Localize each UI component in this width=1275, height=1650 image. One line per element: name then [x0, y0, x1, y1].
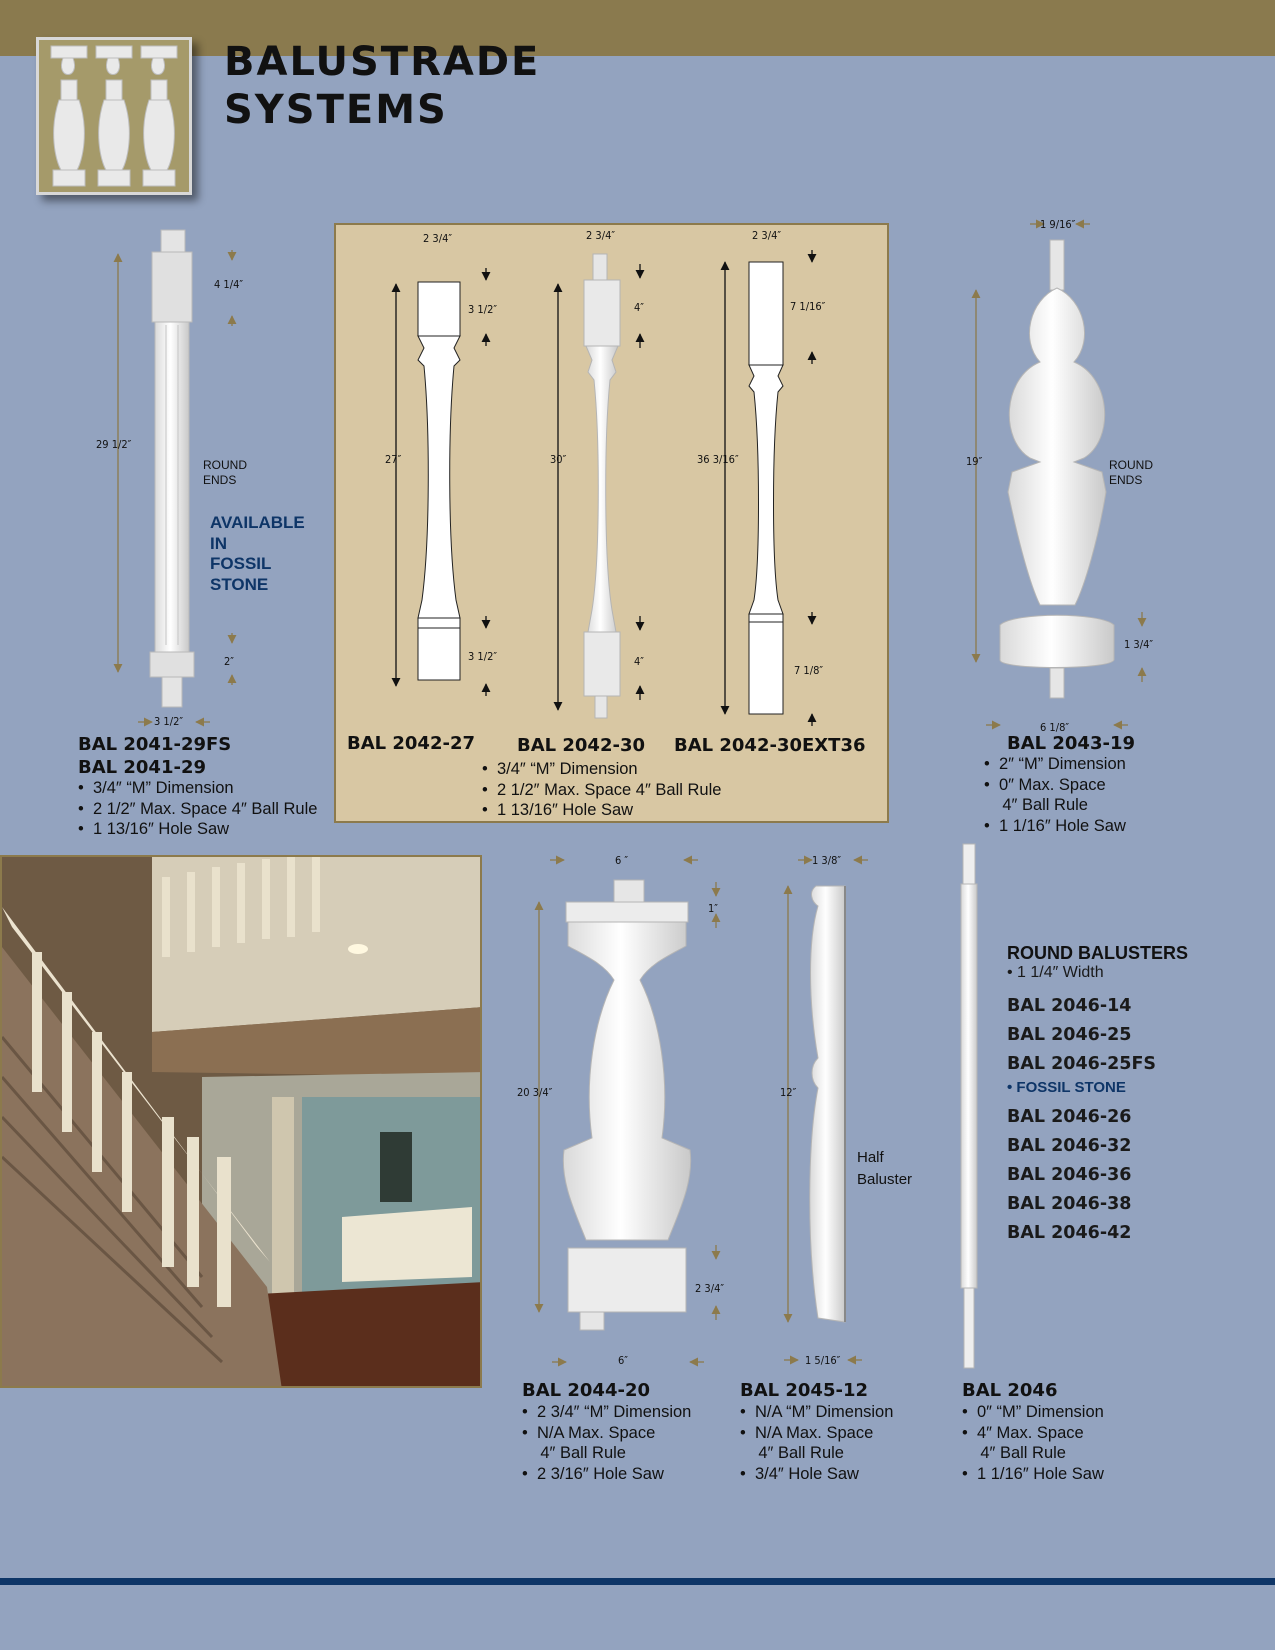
fossil-stone-note: • FOSSIL STONE — [1007, 1079, 1126, 1096]
bal-2042-30-width-dim: 2 3/4″ — [586, 229, 616, 242]
bal-2042-30-height-dim: 30″ — [550, 453, 567, 466]
bal-2043-top-dim: 1 9/16″ — [1040, 218, 1076, 231]
half-label-line-2: Baluster — [857, 1171, 913, 1188]
round-baluster-model: BAL 2046-14 — [1007, 996, 1132, 1016]
bal-2042-27-bottom-dim: 3 1/2″ — [468, 650, 498, 663]
spec-item: • 0″ “M” Dimension — [962, 1402, 1104, 1423]
bal-2043-bottom-dim: 1 3/4″ — [1124, 638, 1154, 651]
bal-2042-ext-width-dim: 2 3/4″ — [752, 229, 782, 242]
available-line-2: IN — [210, 533, 227, 553]
round-baluster-model: BAL 2046-42 — [1007, 1223, 1132, 1243]
spec-item: • 3/4″ Hole Saw — [740, 1464, 893, 1485]
bal-2042-ext-top-dim: 7 1/16″ — [790, 300, 826, 313]
available-line-1: AVAILABLE — [210, 513, 305, 532]
spec-item: • 2 1/2″ Max. Space 4″ Ball Rule — [482, 780, 721, 801]
spec-item: • 0″ Max. Space — [984, 775, 1126, 796]
bal-2042-ext-height-dim: 36 3/16″ — [697, 453, 739, 466]
available-fossil-stone-note — [210, 513, 305, 595]
bal-2041-round-ends — [203, 458, 247, 488]
bal-2045-top-width-dim: 1 3/8″ — [812, 854, 842, 867]
bal-2042-30-bottom-dim: 4″ — [634, 655, 644, 668]
bal-2042-30-drawing — [584, 254, 620, 718]
bal-2043-height-dim: 19″ — [966, 455, 983, 468]
bal-2041-29-model: BAL 2041-29 — [78, 757, 207, 778]
bal-2042-27-drawing — [418, 282, 460, 680]
bal-2042-specs — [482, 759, 721, 821]
title-line-1: BALUSTRADE — [224, 39, 541, 85]
bal-2044-bottom-dim: 2 3/4″ — [695, 1282, 725, 1295]
spec-item: • 2 3/16″ Hole Saw — [522, 1464, 691, 1485]
spec-item: • N/A Max. Space — [740, 1423, 893, 1444]
bal-2046-model: BAL 2046 — [962, 1380, 1058, 1401]
bal-2045-drawing — [810, 886, 845, 1322]
spec-item-continued: 4″ Ball Rule — [758, 1444, 844, 1462]
bal-2045-bottom-width-dim: 1 5/16″ — [805, 1354, 841, 1367]
bal-2042-27-height-dim: 27″ — [385, 453, 402, 466]
bal-2044-specs — [522, 1402, 691, 1484]
spec-item: • 1 13/16″ Hole Saw — [482, 800, 721, 821]
staircase-photo-graphic — [2, 857, 482, 1388]
bal-2041-bottom-dim: 2″ — [224, 655, 234, 668]
bal-2044-20-model: BAL 2044-20 — [522, 1380, 651, 1401]
bal-2041-height-dim: 29 1/2″ — [96, 438, 132, 451]
round-baluster-model: BAL 2046-38 — [1007, 1194, 1132, 1214]
title-line-2: SYSTEMS — [224, 87, 448, 133]
round-balusters-list — [1007, 943, 1188, 1248]
bal-2041-top-dim: 4 1/4″ — [214, 278, 244, 291]
bal-2046-drawing — [961, 844, 977, 1368]
round-balusters-heading: ROUND BALUSTERS — [1007, 943, 1189, 963]
bal-2042-30ext36-drawing — [749, 262, 783, 714]
bal-2042-30ext36-model: BAL 2042-30EXT36 — [674, 735, 866, 756]
round-baluster-model: BAL 2046-32 — [1007, 1136, 1132, 1156]
round-ends-line-2: ENDS — [1109, 473, 1143, 487]
spec-item: • 2″ “M” Dimension — [984, 754, 1126, 775]
spec-item-continued: 4″ Ball Rule — [980, 1444, 1066, 1462]
spec-item: • 2 1/2″ Max. Space 4″ Ball Rule — [78, 799, 317, 820]
spec-item: • 1 1/16″ Hole Saw — [984, 816, 1126, 837]
round-baluster-model: BAL 2046-25FS — [1007, 1054, 1157, 1074]
round-baluster-model: BAL 2046-36 — [1007, 1165, 1132, 1185]
round-baluster-model: BAL 2046-25 — [1007, 1025, 1132, 1045]
spec-item: • 4″ Max. Space — [962, 1423, 1104, 1444]
bal-2046-specs — [962, 1402, 1104, 1484]
round-balusters-width: • 1 1/4″ Width — [1007, 964, 1104, 981]
bal-2042-27-model: BAL 2042-27 — [347, 733, 476, 754]
spec-item-continued: 4″ Ball Rule — [540, 1444, 626, 1462]
bal-2041-drawing — [150, 230, 194, 707]
spec-item: • N/A Max. Space — [522, 1423, 691, 1444]
round-ends-line-1: ROUND — [1109, 458, 1153, 472]
bal-2044-drawing — [563, 880, 690, 1330]
round-balusters-width-text: 1 1/4″ Width — [1017, 964, 1104, 981]
round-ends-line-1: ROUND — [203, 458, 247, 472]
bal-2044-top-dim: 1″ — [708, 902, 718, 915]
bal-2044-bottom-width-dim: 6″ — [618, 1354, 628, 1367]
spec-item: • N/A “M” Dimension — [740, 1402, 893, 1423]
bal-2041-width-dim: 3 1/2″ — [154, 715, 184, 728]
spec-item: • 1 1/16″ Hole Saw — [962, 1464, 1104, 1485]
bal-2045-specs — [740, 1402, 893, 1484]
spec-item-continued: 4″ Ball Rule — [1002, 796, 1088, 814]
bal-2043-round-ends — [1109, 458, 1153, 488]
spec-item: • 1 13/16″ Hole Saw — [78, 819, 317, 840]
spec-item: • 3/4″ “M” Dimension — [78, 778, 317, 799]
staircase-photo — [0, 855, 482, 1388]
bal-2043-width-dim: 6 1/8″ — [1040, 721, 1070, 734]
bal-2042-30-model: BAL 2042-30 — [517, 735, 646, 756]
bal-2042-30-top-dim: 4″ — [634, 301, 644, 314]
bal-2042-ext-bottom-dim: 7 1/8″ — [794, 664, 824, 677]
bal-2045-height-dim: 12″ — [780, 1086, 797, 1099]
available-line-4: STONE — [210, 574, 269, 594]
spec-item: • 3/4″ “M” Dimension — [482, 759, 721, 780]
bal-2041-specs — [78, 778, 317, 840]
available-line-3: FOSSIL — [210, 554, 272, 573]
bal-2044-top-width-dim: 6 ″ — [615, 854, 629, 867]
round-ends-line-2: ENDS — [203, 473, 237, 487]
spec-item: • 2 3/4″ “M” Dimension — [522, 1402, 691, 1423]
bal-2042-27-width-dim: 2 3/4″ — [423, 232, 453, 245]
bal-2045-12-model: BAL 2045-12 — [740, 1380, 869, 1401]
bal-2043-specs — [984, 754, 1126, 836]
round-baluster-model: BAL 2046-26 — [1007, 1107, 1132, 1127]
bal-2042-27-top-dim: 3 1/2″ — [468, 303, 498, 316]
bal-2043-drawing — [1000, 240, 1114, 698]
bal-2041-29fs-model: BAL 2041-29FS — [78, 734, 232, 755]
bal-2043-19-model: BAL 2043-19 — [1007, 733, 1136, 754]
bal-2044-height-dim: 20 3/4″ — [517, 1086, 553, 1099]
half-label-line-1: Half — [857, 1149, 884, 1166]
half-baluster-label — [857, 1147, 912, 1191]
